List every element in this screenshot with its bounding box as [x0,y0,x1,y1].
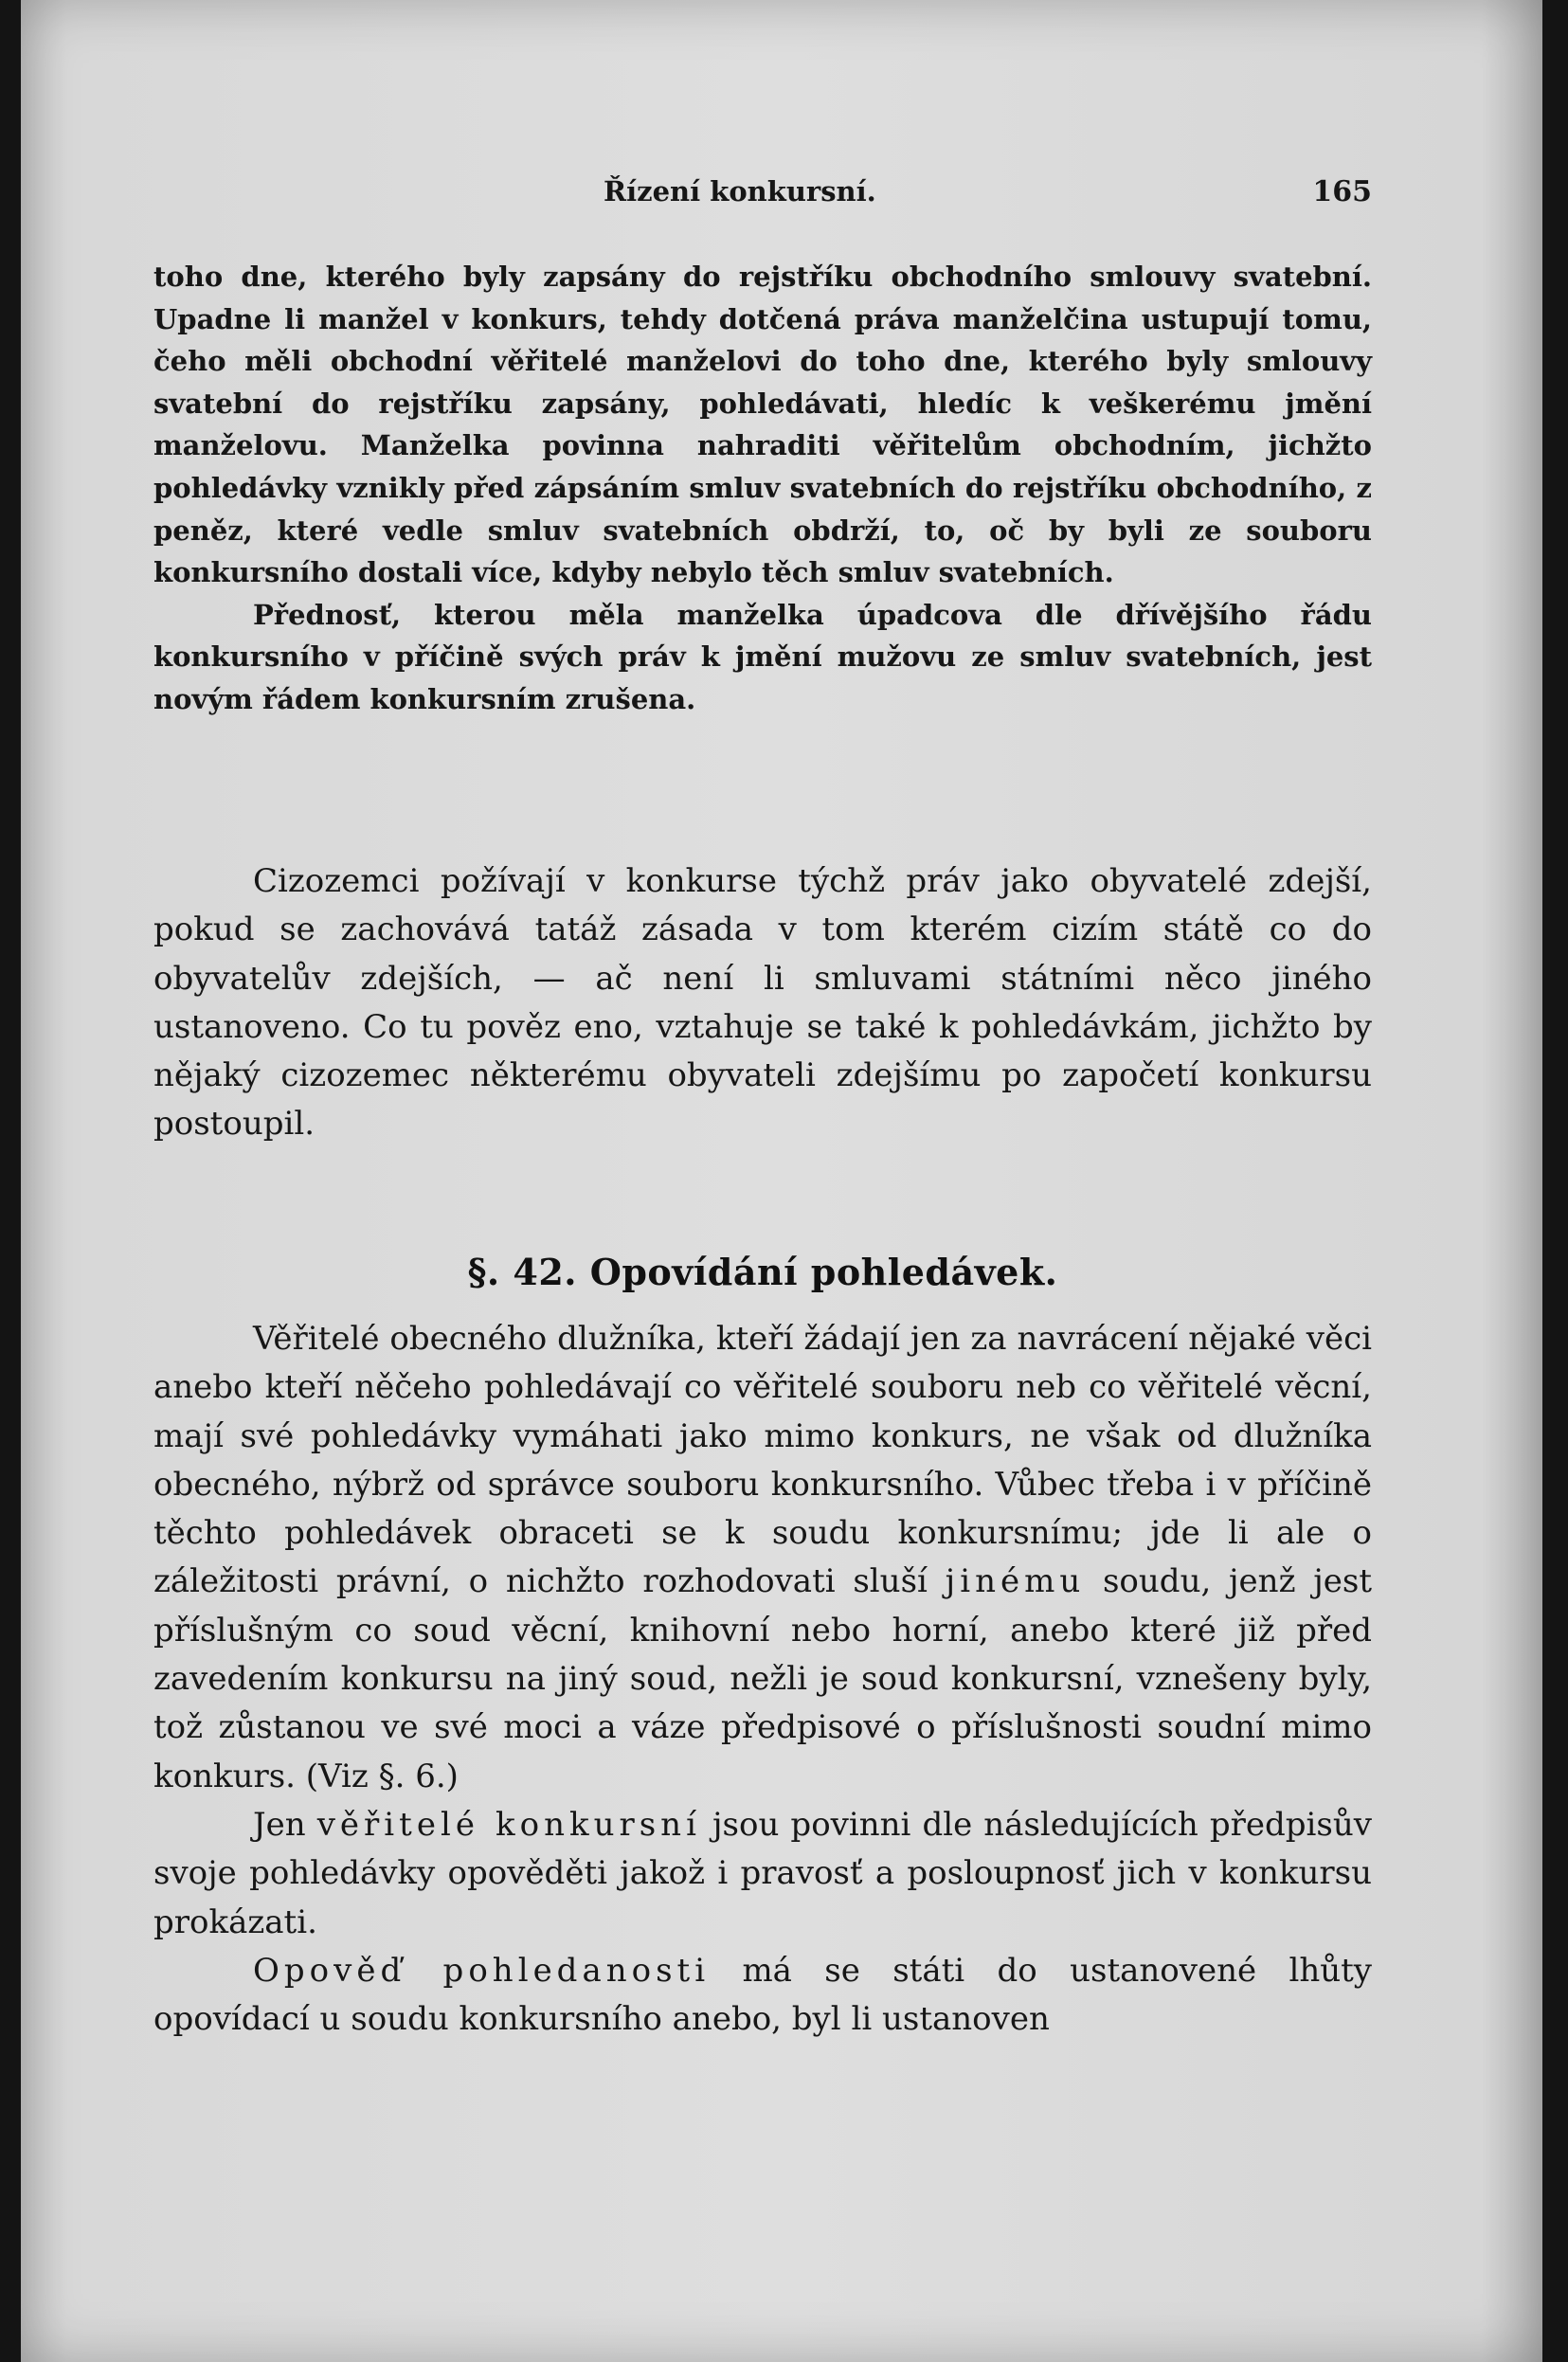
creditors-text-cont: soudu, jenž jest příslušným co soud věcní, knihovní nebo horní, anebo které již před zavedením konkursu na jiný soud, nežli je soud konkursní, vznešeny byly, tož zůstanou ve své moci a váze předpisové o příslušnosti soudní mimo konkurs. (Viz §. 6.) [153,1562,1373,1795]
emphasis-konkurs-creditors: věřitelé konkursní [316,1805,701,1844]
section-heading: §. 42. Opovídání pohledávek. [467,1251,1058,1293]
jen-start: Jen [253,1805,306,1844]
text-block-top [153,256,1372,721]
jen-rest: jsou povinni dle následujících předpisův svoje pohledávky opověděti jakož i pravosť a posloupnosť jich v konkursu prokázati. [153,1805,1372,1941]
paragraph-foreigners: Cizozemci požívají v konkurse týchž práv jako obyvatelé zdejší, pokud se zachovává tatáž zásada v tom kterém cizím státě co do obyvatelův zdejších, — ač není li smluvami státními něco jiného ustanoveno. Co tu pověz eno, vztahuje se také k pohledávkám, jichžto by nějaký cizozemec některému obyvateli zdejšímu po započetí konkursu postoupil. [153,862,1372,1144]
paragraph-wife-priority: Přednosť, kterou měla manželka úpadcova dle dřívějšího řádu konkursního v příčině svých práv k jmění mužovu ze smluv svatebních, jest novým řádem konkursním zrušena. [153,598,1372,715]
page-number: 165 [1312,175,1372,208]
running-title: Řízení konkursní. [604,175,876,207]
emphasis-other-court: jinému [945,1562,1086,1601]
paragraph-marriage-contracts: toho dne, kterého byly zapsány do rejstříku obchodního smlouvy svatební. Upadne li manžel v konkurs, tehdy dotčená práva manželčina ustupují tomu, čeho měli obchodní věřitelé manželovi do toho dne, kterého byly smlouvy svatební do rejstříku zapsány, pohledávati, hledíc k veškerému jmění manželovu. Manželka povinna nahraditi věřitelům obchodním, jichžto pohledávky vznikly před zápsáním smluv svatebních do rejstříku obchodního, z peněz, které vedle smluv svatebních obdrží, to, oč by byli ze souboru konkursního dostali více, kdyby nebylo těch smluv svatebních. [153,261,1372,589]
page-header [153,175,1372,213]
creditors-text-start: Věřitelé obecného dlužníka, kteří žádají jen za navrácení nějaké věci anebo kteří něčeho pohledávají co věřitelé souboru neb co věřitelé věcní, mají své pohledávky vymáhati jako mimo konkurs, ne však od dlužníka obecného, nýbrž od správce souboru konkursního. Vůbec třeba i v příčině těchto pohledávek obraceti se k soudu konkursnímu; jde li ale o záležitosti právní, o nichžto rozhodovati sluší [153,1320,1372,1601]
text-block-foreigners [153,857,1372,1149]
paragraph-konkurs-creditors [153,1801,1372,1947]
emphasis-answer: Opověď pohledanosti [253,1951,711,1990]
answer-rest: má se státi do ustanovené lhůty opovídací u soudu konkursního anebo, byl li ustanoven [153,1951,1372,2039]
paragraph-creditors [153,1315,1372,1801]
paragraph-answer [153,1947,1372,2045]
text-block-section [153,1315,1372,2044]
